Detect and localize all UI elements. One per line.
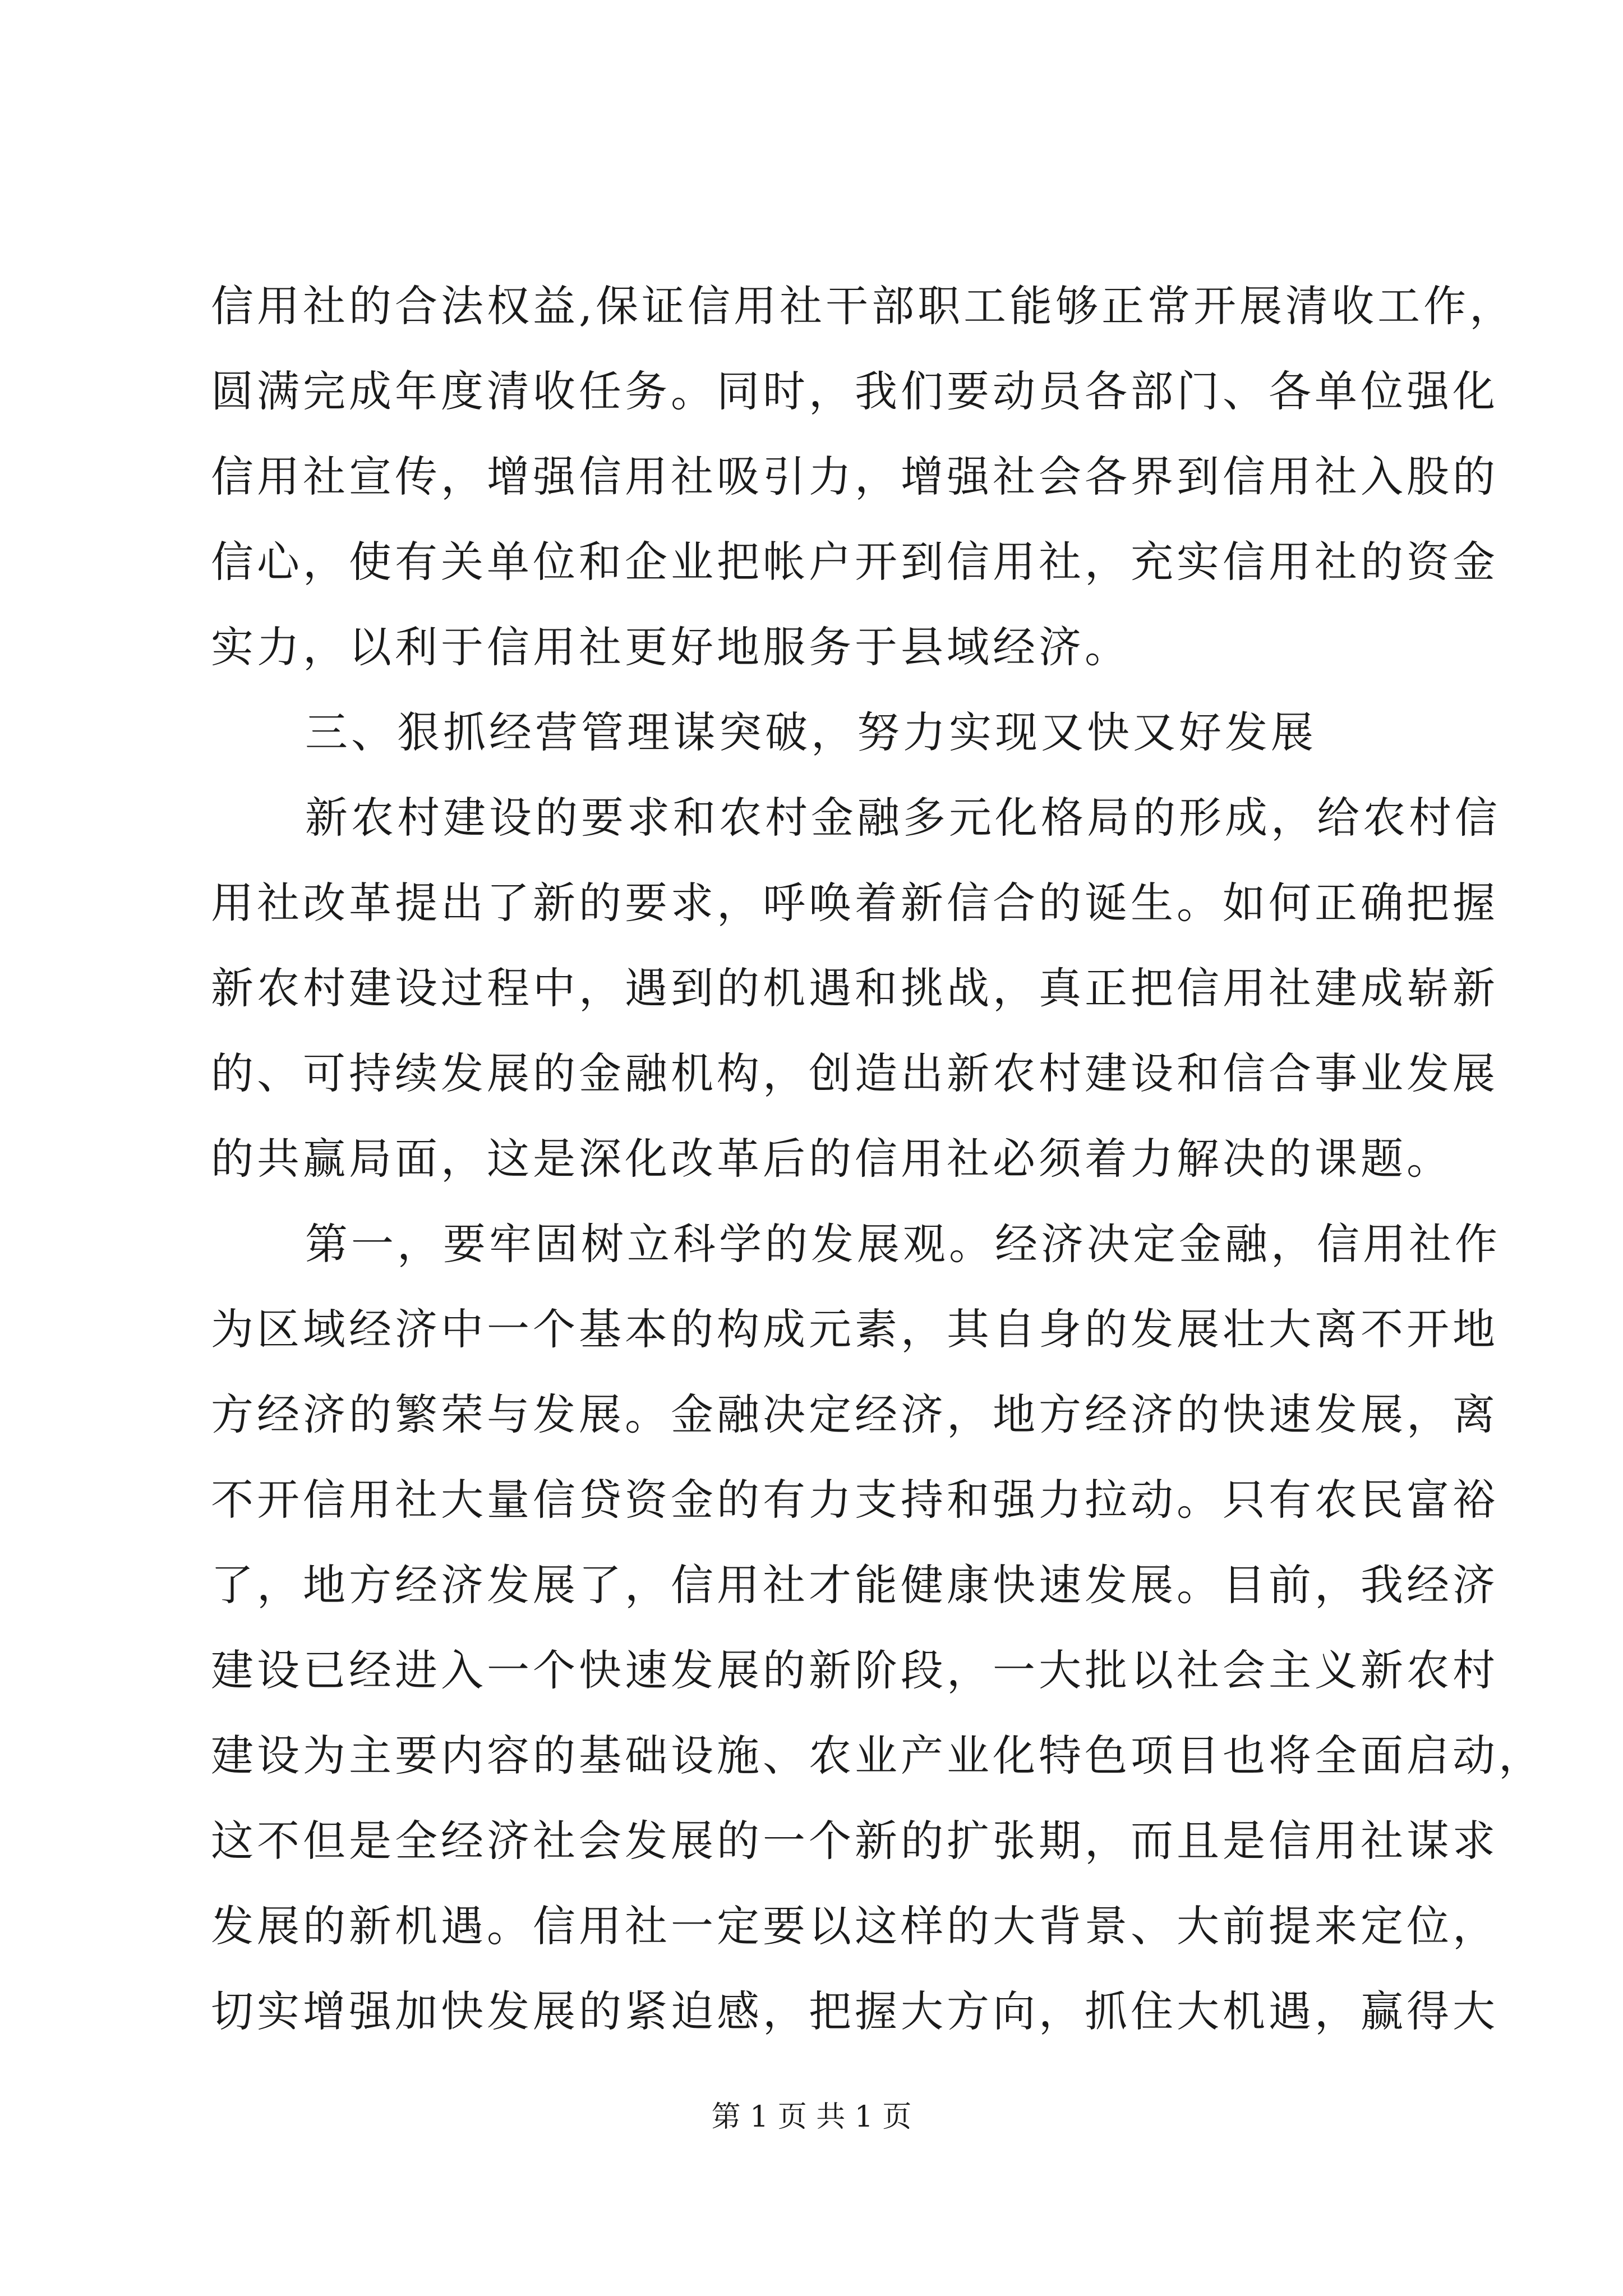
text-line: 了，地方经济发展了，信用社才能健康快速发展。目前，我经济 [211,1560,1498,1610]
text-line: 信用社宣传，增强信用社吸引力，增强社会各界到信用社入股的 [211,452,1498,501]
text-line: 方经济的繁荣与发展。金融决定经济，地方经济的快速发展，离 [211,1389,1498,1439]
text-line: 第一，要牢固树立科学的发展观。经济决定金融，信用社作 [305,1219,1501,1269]
text-line: 的共赢局面，这是深化改革后的信用社必须着力解决的课题。 [211,1134,1453,1184]
section-heading: 三、狠抓经营管理谋突破，努力实现又快又好发展 [305,707,1317,757]
text-line: 信用社的合法权益,保证信用社干部职工能够正常开展清收工作， [211,281,1516,331]
text-line: 实力，以利于信用社更好地服务于县域经济。 [211,622,1131,672]
text-line: 建设为主要内容的基础设施、农业产业化特色项目也将全面启动， [211,1731,1544,1780]
text-line: 为区域经济中一个基本的构成元素，其自身的发展壮大离不开地 [211,1304,1498,1354]
text-line: 圆满完成年度清收任务。同时，我们要动员各部门、各单位强化 [211,366,1498,416]
document-body [211,264,1544,2054]
text-line: 建设已经进入一个快速发展的新阶段，一大批以社会主义新农村 [211,1645,1498,1695]
text-line: 这不但是全经济社会发展的一个新的扩张期，而且是信用社谋求 [211,1816,1498,1866]
text-line: 的、可持续发展的金融机构，创造出新农村建设和信合事业发展 [211,1048,1498,1098]
text-line: 新农村建设的要求和农村金融多元化格局的形成，给农村信 [305,793,1501,843]
text-line: 信心，使有关单位和企业把帐户开到信用社，充实信用社的资金 [211,537,1498,587]
text-line: 新农村建设过程中，遇到的机遇和挑战，真正把信用社建成崭新 [211,963,1498,1013]
page-number: 第 1 页 共 1 页 [711,2100,912,2134]
text-line: 用社改革提出了新的要求，呼唤着新信合的诞生。如何正确把握 [211,878,1498,928]
text-line: 发展的新机遇。信用社一定要以这样的大背景、大前提来定位， [211,1901,1498,1951]
text-line: 切实增强加快发展的紧迫感，把握大方向，抓住大机遇，赢得大 [211,1986,1498,2036]
text-line: 不开信用社大量信贷资金的有力支持和强力拉动。只有农民富裕 [211,1475,1498,1525]
